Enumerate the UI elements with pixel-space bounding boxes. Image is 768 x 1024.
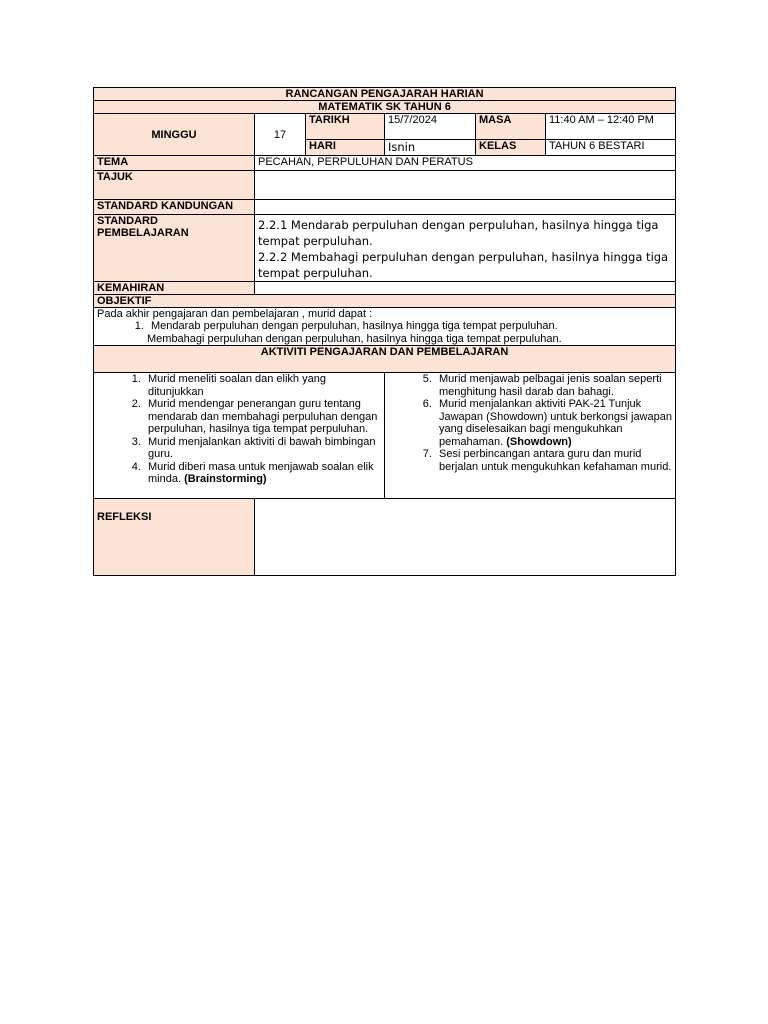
aktiviti-item-method: (Showdown) <box>506 435 572 448</box>
standard-kandungan-label: STANDARD KANDUNGAN <box>94 200 255 215</box>
tema-label: TEMA <box>94 156 255 171</box>
objektif-item-2: Membahagi perpuluhan dengan perpuluhan, hasilnya hingga tiga tempat perpuluhan. <box>147 332 562 345</box>
objektif-label: OBJEKTIF <box>94 295 676 308</box>
aktiviti-right-list <box>385 373 675 473</box>
aktiviti-item <box>435 373 675 398</box>
standard-kandungan-value <box>255 200 676 215</box>
aktiviti-left-list <box>94 373 384 486</box>
lesson-plan-table <box>93 87 676 576</box>
aktiviti-item <box>144 398 384 436</box>
aktiviti-item-method: (Brainstorming) <box>184 473 267 485</box>
kelas-label: KELAS <box>476 140 546 156</box>
aktiviti-right-column <box>385 373 675 498</box>
aktiviti-item-text: Murid menjalankan aktiviti di bawah bimbingan guru. <box>148 435 376 460</box>
aktiviti-left-column <box>94 373 385 498</box>
kemahiran-value <box>255 282 676 295</box>
aktiviti-item-text: Sesi perbincangan antara guru dan murid berjalan untuk mengukuhkan kefahaman murid. <box>439 448 672 473</box>
refleksi-label: REFLEKSI <box>94 499 255 576</box>
minggu-label: MINGGU <box>94 114 255 156</box>
kemahiran-label: KEMAHIRAN <box>94 282 255 295</box>
objektif-list <box>97 320 672 333</box>
hari-label: HARI <box>306 140 385 156</box>
masa-value: 11:40 AM – 12:40 PM <box>546 114 676 140</box>
standard-pembelajaran-line-2: 2.2.2 Membahagi perpuluhan dengan perpuluhan, hasilnya hingga tiga tempat perpuluhan. <box>258 250 669 280</box>
aktiviti-content <box>94 373 676 499</box>
aktiviti-item-text: Murid menjawab pelbagai jenis soalan seperti menghitung hasil darab dan bahagi. <box>439 373 662 398</box>
minggu-value: 17 <box>255 114 306 156</box>
aktiviti-item-text: Murid mendengar penerangan guru tentang mendarab dan membahagi perpuluhan dengan perpuluhan, hasilnya tiga tempat perpuluhan. <box>148 398 378 435</box>
hari-value: Isnin <box>385 140 476 156</box>
aktiviti-item <box>144 436 384 461</box>
aktiviti-item <box>435 398 675 448</box>
refleksi-value <box>255 499 676 576</box>
standard-pembelajaran-value <box>255 215 676 282</box>
aktiviti-item-text: Murid meneliti soalan dan elikh yang ditunjukkan <box>148 373 326 398</box>
kelas-value: TAHUN 6 BESTARI <box>546 140 676 156</box>
document-title: RANCANGAN PENGAJARAH HARIAN <box>94 88 676 101</box>
tema-value: PECAHAN, PERPULUHAN DAN PERATUS <box>255 156 676 171</box>
tajuk-label: TAJUK <box>94 171 255 200</box>
standard-pembelajaran-label: STANDARD PEMBELAJARAN <box>94 215 255 282</box>
aktiviti-title: AKTIVITI PENGAJARAN DAN PEMBELAJARAN <box>94 346 676 373</box>
tarikh-value: 15/7/2024 <box>385 114 476 140</box>
aktiviti-item-text: Murid menjalankan aktiviti PAK-21 Tunjuk Jawapan (Showdown) untuk berkongsi jawapan yang diselesaikan bagi mengukuhkan pemahaman. <box>439 398 672 448</box>
aktiviti-item <box>144 373 384 398</box>
aktiviti-item <box>435 448 675 473</box>
standard-pembelajaran-line-1: 2.2.1 Mendarab perpuluhan dengan perpuluhan, hasilnya hingga tiga tempat perpuluhan. <box>258 218 659 248</box>
document-subtitle: MATEMATIK SK TAHUN 6 <box>94 101 676 114</box>
objektif-item: 1. Mendarab perpuluhan dengan perpuluhan, hasilnya hingga tiga tempat perpuluhan. <box>147 320 672 333</box>
masa-label: MASA <box>476 114 546 140</box>
lesson-plan-document <box>93 87 675 576</box>
aktiviti-item-text: Murid diberi masa untuk menjawab soalan elik minda. <box>148 460 374 485</box>
objektif-intro: Pada akhir pengajaran dan pembelajaran , murid dapat : <box>97 308 373 320</box>
objektif-content <box>94 308 676 346</box>
tarikh-label: TARIKH <box>306 114 385 140</box>
tajuk-value <box>255 171 676 200</box>
aktiviti-item <box>144 461 384 486</box>
